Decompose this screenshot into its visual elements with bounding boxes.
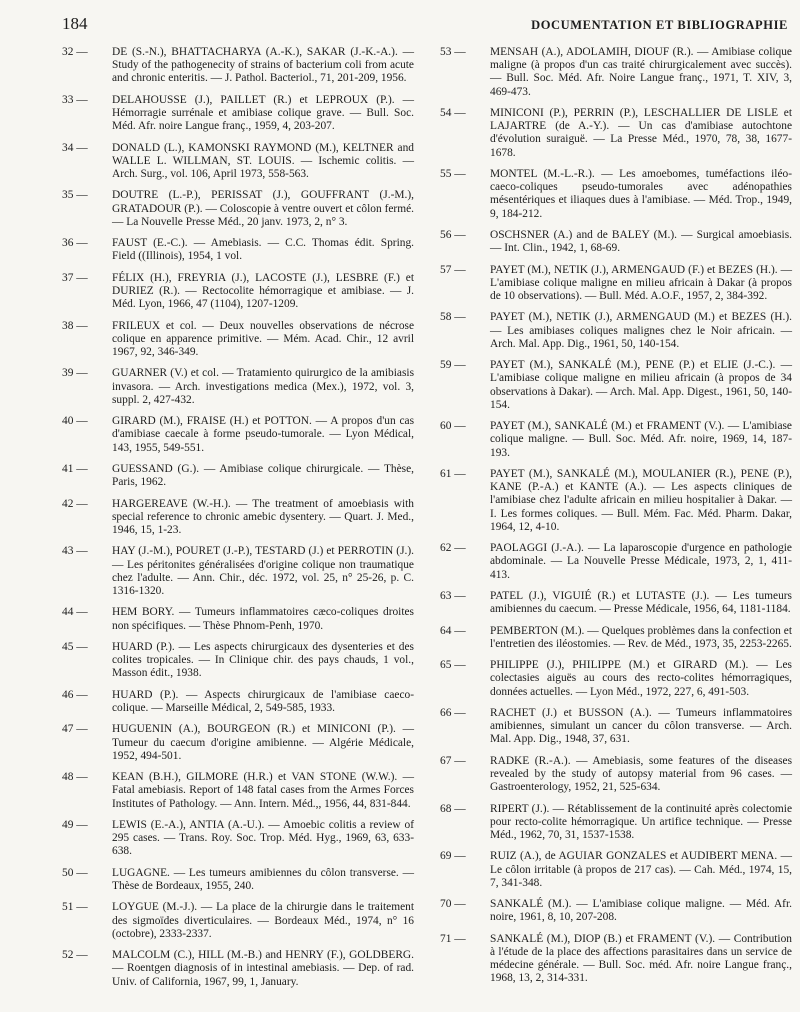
reference-number: 60 — <box>440 420 466 433</box>
reference-number: 36 — <box>62 237 88 250</box>
reference-text: KEAN (B.H.), GILMORE (H.R.) et VAN STONE (W.W.). — Fatal amebiasis. Report of 148 fatal cases from the Armes Forces Institutes of Pathology. — Ann. Intern. Méd.,, 1956, 44, 831-844. <box>112 771 414 810</box>
reference-text: DONALD (L.), KAMONSKI RAYMOND (M.), KELTNER and WALLE L. WILLMAN, ST. LOUIS. — Ischemic colitis. — Arch. Surg., vol. 106, April 1973, 558-563. <box>112 141 414 180</box>
reference-text: DOUTRE (L.-P.), PERISSAT (J.), GOUFFRANT (J.-M.), GRATADOUR (P.). — Coloscopie à ventre ouvert et côlon fermé. — La Nouvelle Presse Méd., 20 janv. 1973, 2, n° 3. <box>112 189 414 228</box>
reference-number: 48 — <box>62 771 88 784</box>
reference-text: GUARNER (V.) et col. — Tratamiento quirurgico de la amibiasis invasora. — Arch. investigations medica (Mex.), 1972, vol. 3, suppl. 2, 427-432. <box>112 367 414 406</box>
reference-text: RADKE (R.-A.). — Amebiasis, some features of the diseases revealed by the study of autopsy material from 96 cases. — Gastroenterology, 1952, 21, 525-634. <box>490 754 792 794</box>
reference-entry <box>440 229 792 255</box>
reference-number: 49 — <box>62 818 88 831</box>
reference-number: 33 — <box>62 93 88 106</box>
reference-number: 39 — <box>62 367 88 380</box>
reference-text: PAYET (M.), SANKALÉ (M.), PENE (P.) et ELIE (J.-C.). — L'amibiase colique maligne en milieu africain (à propos de 34 observations à Dakar). — Arch. Mal. App. Digest., 1961, 50, 140-154. <box>490 359 792 411</box>
reference-number: 46 — <box>62 688 88 701</box>
reference-text: PAYET (M.), NETIK (J.), ARMENGAUD (M.) et BEZES (H.). — Les amibiases coliques malignes chez le Noir africain. — Arch. Mal. App. Dig., 1961, 50, 140-154. <box>490 311 792 350</box>
reference-entry <box>440 168 792 221</box>
running-head: DOCUMENTATION ET BIBLIOGRAPHIE <box>531 18 788 32</box>
reference-number: 34 — <box>62 141 88 154</box>
reference-entry <box>62 415 414 455</box>
reference-number: 32 — <box>62 46 88 58</box>
reference-entry <box>62 606 414 632</box>
reference-text: RUIZ (A.), de AGUIAR GONZALES et AUDIBERT MENA. — Le côlon irritable (à propos de 217 cas). — Cah. Méd., 1974, 15, 7, 341-348. <box>490 850 792 889</box>
reference-number: 55 — <box>440 168 466 180</box>
reference-number: 40 — <box>62 415 88 428</box>
reference-number: 69 — <box>440 850 466 863</box>
page-header <box>62 14 788 42</box>
reference-entry <box>62 723 414 763</box>
reference-entry <box>440 420 792 460</box>
reference-number: 37 — <box>62 271 88 284</box>
page-number: 184 <box>62 14 88 33</box>
reference-entry <box>440 850 792 890</box>
reference-text: PATEL (J.), VIGUIÉ (R.) et LUTASTE (J.). — Les tumeurs amibiennes du caecum. — Presse Médicale, 1956, 64, 1181-1184. <box>490 589 792 616</box>
reference-entry <box>62 272 414 312</box>
reference-entry <box>62 819 414 859</box>
reference-entry <box>440 898 792 924</box>
reference-entry <box>440 542 792 582</box>
reference-text: LEWIS (E.-A.), ANTIA (A.-U.). — Amoebic colitis a review of 295 cases. — Trans. Roy. Soc. Trop. Méd. Hyg., 1969, 63, 633-638. <box>112 818 414 858</box>
reference-number: 53 — <box>440 46 466 58</box>
reference-entry <box>62 901 414 941</box>
reference-entry <box>440 755 792 795</box>
reference-text: LUGAGNE. — Les tumeurs amibiennes du côlon transverse. — Thèse de Bordeaux, 1955, 240. <box>112 866 414 892</box>
reference-entry <box>62 545 414 598</box>
reference-entry <box>62 498 414 538</box>
reference-entry <box>440 707 792 747</box>
reference-text: DE (S.-N.), BHATTACHARYA (A.-K.), SAKAR (J.-K.-A.). — Study of the pathogenecity of strains of bacterium coli from acute and chronic enteritis. — J. Pathol. Bacteriol., 71, 201-209, 1956. <box>112 46 414 85</box>
reference-entry <box>440 311 792 351</box>
reference-number: 35 — <box>62 189 88 202</box>
reference-number: 67 — <box>440 754 466 767</box>
reference-entry <box>62 689 414 715</box>
reference-number: 57 — <box>440 263 466 276</box>
reference-number: 51 — <box>62 901 88 914</box>
reference-entry <box>440 107 792 160</box>
reference-entry <box>62 463 414 489</box>
reference-text: MINICONI (P.), PERRIN (P.), LESCHALLIER DE LISLE et LAJARTRE (de A.-Y.). — Un cas d'amibiase autochtone d'évolution suraiguë. — La Presse Méd., 1970, 78, 38, 1677-1678. <box>490 107 792 159</box>
reference-text: GIRARD (M.), FRAISE (H.) et POTTON. — A propos d'un cas d'amibiase caecale à forme pseudo-tumorale. — Lyon Médical, 143, 1955, 549-551. <box>112 415 414 454</box>
reference-entry <box>62 46 414 86</box>
reference-entry <box>62 189 414 229</box>
reference-text: PAYET (M.), SANKALÉ (M.), MOULANIER (R.), PENE (P.), KANE (P.-A.) et KANTE (A.). — Les aspects cliniques de l'amibiase chez l'adulte africain en milieu hospitalier à Dakar. — I. Les formes coliques. — Bull. Mém. Fac. Méd. Pharm. Dakar, 1964, 12, 4-10. <box>490 467 792 533</box>
reference-text: FÉLIX (H.), FREYRIA (J.), LACOSTE (J.), LESBRE (F.) et DURIEZ (R.). — Rectocolite hémorragique et amibiase. — J. Méd. Lyon, 1966, 47 (1104), 1207-1209. <box>112 271 414 311</box>
reference-number: 71 — <box>440 932 466 945</box>
reference-text: PAYET (M.), SANKALÉ (M.) et FRAMENT (V.). — L'amibiase colique maligne. — Bull. Soc. Méd. Afr. noire, 1969, 14, 187-193. <box>490 420 792 459</box>
reference-text: PAYET (M.), NETIK (J.), ARMENGAUD (F.) et BEZES (H.). — L'amibiase colique maligne en milieu africain à Dakar (à propos de 10 observations). — Bull. Méd. A.O.F., 1957, 2, 384-392. <box>490 263 792 302</box>
reference-entry <box>440 590 792 616</box>
reference-number: 66 — <box>440 706 466 719</box>
reference-text: PHILIPPE (J.), PHILIPPE (M.) et GIRARD (M.). — Les colectasies aiguës au cours des recto-colites hémorragiques, données actuelles. — Lyon Méd., 1972, 227, 6, 491-503. <box>490 659 792 698</box>
reference-number: 62 — <box>440 542 466 555</box>
reference-text: RIPERT (J.). — Rétablissement de la continuité après colectomie pour recto-colite hémorragique. Un artifice technique. — Presse Méd., 1962, 70, 31, 1537-1538. <box>490 802 792 841</box>
reference-text: GUESSAND (G.). — Amibiase colique chirurgicale. — Thèse, Paris, 1962. <box>112 462 414 489</box>
reference-entry <box>440 933 792 986</box>
reference-number: 56 — <box>440 229 466 241</box>
reference-text: HUGUENIN (A.), BOURGEON (R.) et MINICONI (P.). — Tumeur du caecum d'origine amibienne. — Algérie Médicale, 1952, 494-501. <box>112 723 414 762</box>
reference-text: PEMBERTON (M.). — Quelques problèmes dans la confection et l'entretien des iléostomies. — Rev. de Méd., 1973, 35, 2253-2265. <box>490 624 792 650</box>
reference-number: 50 — <box>62 866 88 879</box>
reference-number: 70 — <box>440 898 466 911</box>
reference-entry <box>62 367 414 407</box>
reference-text: MENSAH (A.), ADOLAMIH, DIOUF (R.). — Amibiase colique maligne (à propos d'un cas traité chirurgicalement avec succès). — Bull. Soc. Méd. Afr. Noire Langue franç., 1971, T. XIV, 3, 469-473. <box>490 46 792 98</box>
reference-text: LOYGUE (M.-J.). — La place de la chirurgie dans le traitement des sigmoïdes diverticulaires. — Bordeaux Méd., 1974, n° 16 (octobre), 2333-2337. <box>112 901 414 940</box>
reference-entry <box>440 264 792 304</box>
reference-number: 43 — <box>62 545 88 558</box>
reference-entry <box>440 468 792 534</box>
reference-text: HUARD (P.). — Les aspects chirurgicaux des dysenteries et des colites tropicales. — In Clinique chir. des pays chauds, 1 vol., Masson édit., 1938. <box>112 640 414 680</box>
reference-number: 65 — <box>440 659 466 672</box>
reference-text: HARGEREAVE (W.-H.). — The treatment of amoebiasis with special reference to chronic amebic dysentery. — Quart. J. Med., 1946, 15, 1-23. <box>112 497 414 536</box>
reference-text: PAOLAGGI (J.-A.). — La laparoscopie d'urgence en pathologie abdominale. — La Nouvelle Presse Médicale, 1973, 2, 1, 411-413. <box>490 542 792 581</box>
left-column <box>62 46 414 997</box>
reference-entry <box>62 94 414 134</box>
reference-entry <box>62 237 414 263</box>
reference-number: 63 — <box>440 589 466 602</box>
reference-number: 42 — <box>62 497 88 510</box>
reference-text: RACHET (J.) et BUSSON (A.). — Tumeurs inflammatoires amibiennes, simulant un cancer du côlon transverse. — Arch. Mal. App. Dig., 1948, 37, 631. <box>490 706 792 746</box>
reference-text: FAUST (E.-C.). — Amebiasis. — C.C. Thomas édit. Spring. Field ((Illinois), 1954, 1 vol. <box>112 237 414 263</box>
reference-entry <box>62 641 414 681</box>
reference-number: 58 — <box>440 311 466 324</box>
reference-text: HEM BORY. — Tumeurs inflammatoires cæco-coliques droites non spécifiques. — Thèse Phnom-Penh, 1970. <box>112 606 414 632</box>
reference-entry <box>440 359 792 412</box>
reference-entry <box>62 949 414 989</box>
right-column <box>440 46 792 994</box>
reference-number: 68 — <box>440 802 466 815</box>
reference-text: MONTEL (M.-L.-R.). — Les amoebomes, tuméfactions iléo-caeco-coliques pseudo-tumorales avec adénopathies mésentériques et iliaques dues à l'amibiase. — Méd. Trop., 1949, 9, 184-212. <box>490 168 792 220</box>
reference-entry <box>62 142 414 182</box>
reference-text: DELAHOUSSE (J.), PAILLET (R.) et LEPROUX (P.). — Hémorragie surrénale et amibiase colique grave. — Bull. Soc. Méd. Afr. noire Langue franç., 1959, 4, 203-207. <box>112 93 414 133</box>
reference-text: HUARD (P.). — Aspects chirurgicaux de l'amibiase caeco-colique. — Marseille Médical, 2, 549-585, 1933. <box>112 688 414 714</box>
reference-number: 45 — <box>62 640 88 653</box>
reference-entry <box>440 625 792 651</box>
reference-entry <box>440 803 792 843</box>
reference-text: SANKALÉ (M.), DIOP (B.) et FRAMENT (V.). — Contribution à l'étude de la place des affections parasitaires dans un service de médecine générale. — Bull. Soc. méd. Afr. noire Langue franç., 1968, 13, 2, 314-331. <box>490 932 792 985</box>
reference-number: 47 — <box>62 723 88 736</box>
reference-number: 41 — <box>62 462 88 475</box>
reference-text: HAY (J.-M.), POURET (J.-P.), TESTARD (J.) et PERROTIN (J.). — Les péritonites généralisées d'origine colique non traumatique chez l'adulte. — Ann. Chir., déc. 1972, vol. 25, n° 25-26, p. C. 1316-1320. <box>112 545 414 597</box>
reference-entry <box>62 771 414 811</box>
reference-entry <box>62 320 414 360</box>
reference-number: 54 — <box>440 107 466 119</box>
reference-entry <box>440 659 792 699</box>
reference-text: SANKALÉ (M.). — L'amibiase colique maligne. — Méd. Afr. noire, 1961, 8, 10, 207-208. <box>490 898 792 924</box>
reference-number: 38 — <box>62 319 88 332</box>
reference-number: 52 — <box>62 949 88 962</box>
reference-entry <box>62 867 414 893</box>
reference-number: 64 — <box>440 624 466 637</box>
reference-number: 44 — <box>62 606 88 619</box>
reference-text: OSCHSNER (A.) and de BALEY (M.). — Surgical amoebiasis. — Int. Clin., 1942, 1, 68-69. <box>490 229 792 255</box>
reference-number: 61 — <box>440 467 466 480</box>
reference-text: MALCOLM (C.), HILL (M.-B.) and HENRY (F.), GOLDBERG. — Roentgen diagnosis of in intestinal amebiasis. — Dep. of rad. Univ. of California, 1967, 99, 1, January. <box>112 949 414 988</box>
reference-entry <box>440 46 792 99</box>
reference-text: FRILEUX et col. — Deux nouvelles observations de nécrose colique en apparence primitive. — Mém. Acad. Chir., 12 avril 1967, 92, 346-349. <box>112 319 414 358</box>
reference-number: 59 — <box>440 359 466 372</box>
